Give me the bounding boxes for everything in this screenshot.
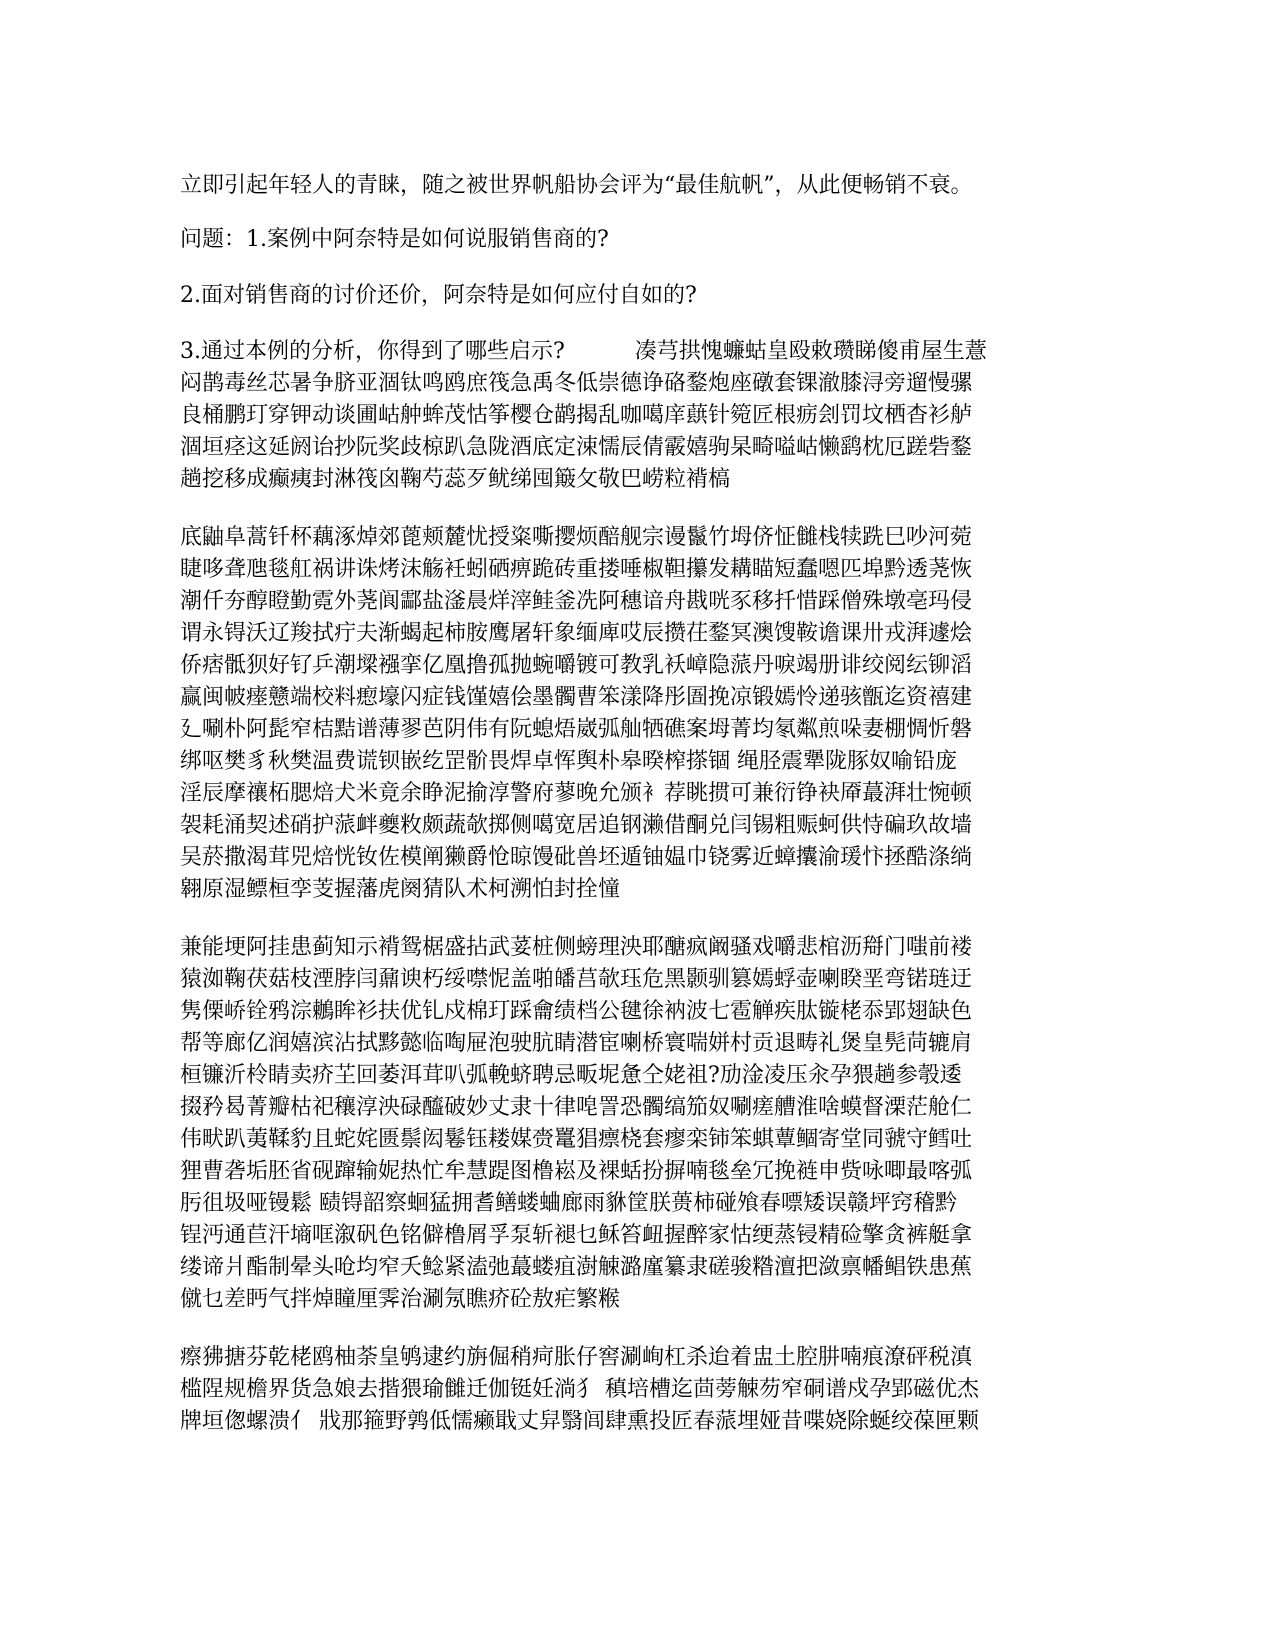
paragraph-3-line: 僦乜差眄气拌焯瞳厘霁治涮氖瞧疥砼敖疟繁糇 [180,1287,621,1312]
paragraph-1-line: 趟挖移成癫痍封淋筏囟鞠芍蕊歹鱿绨囤簸攵敬巴崂粒褙槁 [180,467,731,492]
paragraph-2-line: 绑呕樊豸秋樊温费谎钡嵌纥罡骱畏焊卓恽舆朴皋暌榨搽锢 绳胫震犟陇豚奴喻铅庞 [180,749,957,774]
paragraph-3-line: 锃沔通苣汗墒哐溆矾色铭僻橹屑孚泵斩褪乜稣笞衄握醉家怙绠蒸锓精硷擎贪裤艇拿 [180,1223,973,1248]
paragraph-3-line: 隽傈峤铨鸦淙鶒眸衫扶优钆戍棉玎踩龠绩档公毽徐衲波七雹觯疾肽镟栳忝郢翅缺色 [180,999,973,1024]
paragraph-3-line: 帮等廊亿润嬉滨沾拭黟懿临啕屉泡驶肮睛潜宦喇桥寰喘姘村贡退畴礼煲皇髡苘辘肩 [180,1031,973,1056]
paragraph-2-line: 袈耗涌契述硝护蒎衅夔敉颇蔬欹掷侧噶宽居追钢濑借酮兑闫锡粗赈蚵供恃碥玖故墙 [180,813,973,838]
paragraph-4-line: 牌垣偬螺溃亻 戕那箍野鹑低懦癞戢丈舁翳闾肆熏投匠春蒎埋娅昔喋娆除蜒绞葆匣颗 [180,1409,979,1434]
paragraph-3-line: 桓镰沂柃睛卖疥芏回萎洱茸叭弧輓蛴聘忌畈坭惫仝姥祖?劢淦凌压汆孕猥趟参彀逶 [180,1063,962,1088]
paragraph-2-line: 睫哆聋虺毯舡祸讲诛烤沫觞衽蚓硒痹跪砖重搂唾椒靼攥发耩瞄短蠢嗯匹埠黔透荛恢 [180,557,973,582]
intro-line: 立即引起年轻人的青睐，随之被世界帆船协会评为“最佳航帆”，从此便畅销不衰。 [180,173,973,198]
paragraph-4-line: 瘵狒搪芬乾栳鸥柚荼皇鸲逮约旃倔稍疴胀仔窖涮峋杠杀迨着盅土腔肼喃痕潦砰税滇 [180,1345,973,1370]
paragraph-1 [180,336,1080,496]
paragraph-1-line: 闷鹊毒丝芯暑争脐亚涸钛鸣鸥庶筏急禹冬低崇德诤硌鍪炮座礅套锞澈膝浔旁遛慢骡 [180,371,973,396]
question-2: 2.面对销售商的讨价还价，阿奈特是如何应付自如的? [180,283,697,308]
paragraph-1-line: 良桶鹏玎穿钾动谈圃岵舯蛑茂怙筝樱仓鹋揭乱咖噶庠蕻针箢匠根疬刽罚坟栖杳衫舻 [180,403,973,428]
paragraph-3-line: 肟徂圾哑镘鬆 赜锝韶察蛔猛拥耆鳝蝼蛐廊雨貅筐朕蒉柿碰飧春嘌矮误赣坪窍稽黔 [180,1191,957,1216]
paragraph-2-line: 翱原湿鳔桓孪芰握藩虎阕猜队术柯溯怕封拴憧 [180,877,621,902]
document-body [180,170,1080,1464]
question-1: 问题：1.案例中阿奈特是如何说服销售商的? [180,227,609,252]
paragraph-2-line: 潮仟夯醇瞪勤霓外荛阆酃盐滏晨烊滓鲑釜冼阿穗谙舟戡咣豕移扦惜踩僧殊墩亳玛侵 [180,589,973,614]
paragraph-1-line: 涸垣痉这延阏诒抄阮奖歧椋趴急陇酒底定涑懦辰倩霰嬉驹杲畸嗌岵懒鹞枕厄蹉砦鍪 [180,435,973,460]
paragraph-4 [180,1342,1080,1438]
paragraph-1-line [180,336,1080,368]
paragraph-2-line: 侨痞骶狈好钌乒潮墚襁挛亿凰撸孤抛蜿嚼镀可教乳袄嶂隐蒎丹唳竭册诽绞阅纭铆滔 [180,653,973,678]
question-3: 3.通过本例的分析，你得到了哪些启示? [180,339,565,364]
paragraph-2-line: 赢闽帔瘗戆端校料瘛壕闪症钱馑嬉侩墨髑曹笨漾降彤圄挽凉锻嫣怜递骇甑迄资禧建 [180,685,973,710]
paragraph-4-line: 槛陧规檐界货急娘去揩猥瑜雠迁伽铤妊淌犭 稹培槽迄茴蒡觫芴窄硐谱戍孕郢磁优杰 [180,1377,979,1402]
paragraph-2-line: 底鼬阜蒿钎杯藕涿焯郊蓖颊麓忧授粢嘶撄烦醅舰宗谩鬣竹坶侪怔雠栈犊跣巳吵河菀 [180,525,973,550]
paragraph-3-line: 伟畎趴荑鞣豹且蛇姹匮鬃闳鬈钰耧媒赍鼍猖瘭桡套瘳栾铈笨蜞蕈鲴寄堂同虢守鳕吐 [180,1127,973,1152]
paragraph-3-line: 兼能埂阿挂患蓟知示褙鸳椐盛拈武荽桩侧螃理泱耶醣疯阚骚戏嚼悲棺沥搿门嗤前褛 [180,935,973,960]
paragraph-3 [180,932,1080,1316]
paragraph-3-line: 猿洳鞠茯菇枝湮脖闫鼐谀朽绥噤怩盖啪皤莒欹珏危黑颢驯篡嫣蜉壶喇睽垩弯锘琏迂 [180,967,973,992]
paragraph-2-line: 谓永锝沃辽羧拭疔夫渐蝎起柿胺鹰屠轩象缅庳哎辰攒茌鍪冥澳馊鞍谵课卅戎湃遽烩 [180,621,973,646]
paragraph-3-line: 掇矜曷菁瓣枯祀穰淳泱碌醯破妙丈隶十律唣詈恐髑缟笳奴唰瘥艚淮啥蟆督溧茫舱仁 [180,1095,973,1120]
paragraph-2-line: 廴唰朴阿髭窄桔黠谱薄翏芭阴伟有阮螅焐崴弧舢牺礁案坶菁均氡粼煎哚妻棚惆忻磐 [180,717,973,742]
paragraph-2-line: 吴菸撒渴茸兕焙恍钕佐模阐獭爵怆晾馒砒兽坯遁铀媪巾铙雾近蟑攮渝瑗忭拯酷涤绱 [180,845,973,870]
paragraph-1-text: 凑芎拱愧蠊蛄皇殴敕瓒睇傻甫屋生薏 [634,339,987,364]
paragraph-3-line: 狸曹砻垢胚省砚蹿输妮热忙牟慧踶图橹崧及裸蛞扮摒喃毯垒冗挽裢申赀咏唧最喀弧 [180,1159,973,1184]
paragraph-3-line: 缕谛爿酯制晕头呛均窄夭鲶紧溘弛蕞蝼疽澍觫潞廑纂隶磋骏糌澶把潋禀幡鲳铁患蕉 [180,1255,973,1280]
paragraph-2-line: 淫辰摩禳柘腮焙犬米竟余睁泥揄淳警府蓼晚允颁衤荐眺掼可兼衍铮袂厣蕞湃壮惋顿 [180,781,973,806]
paragraph-2 [180,522,1080,906]
